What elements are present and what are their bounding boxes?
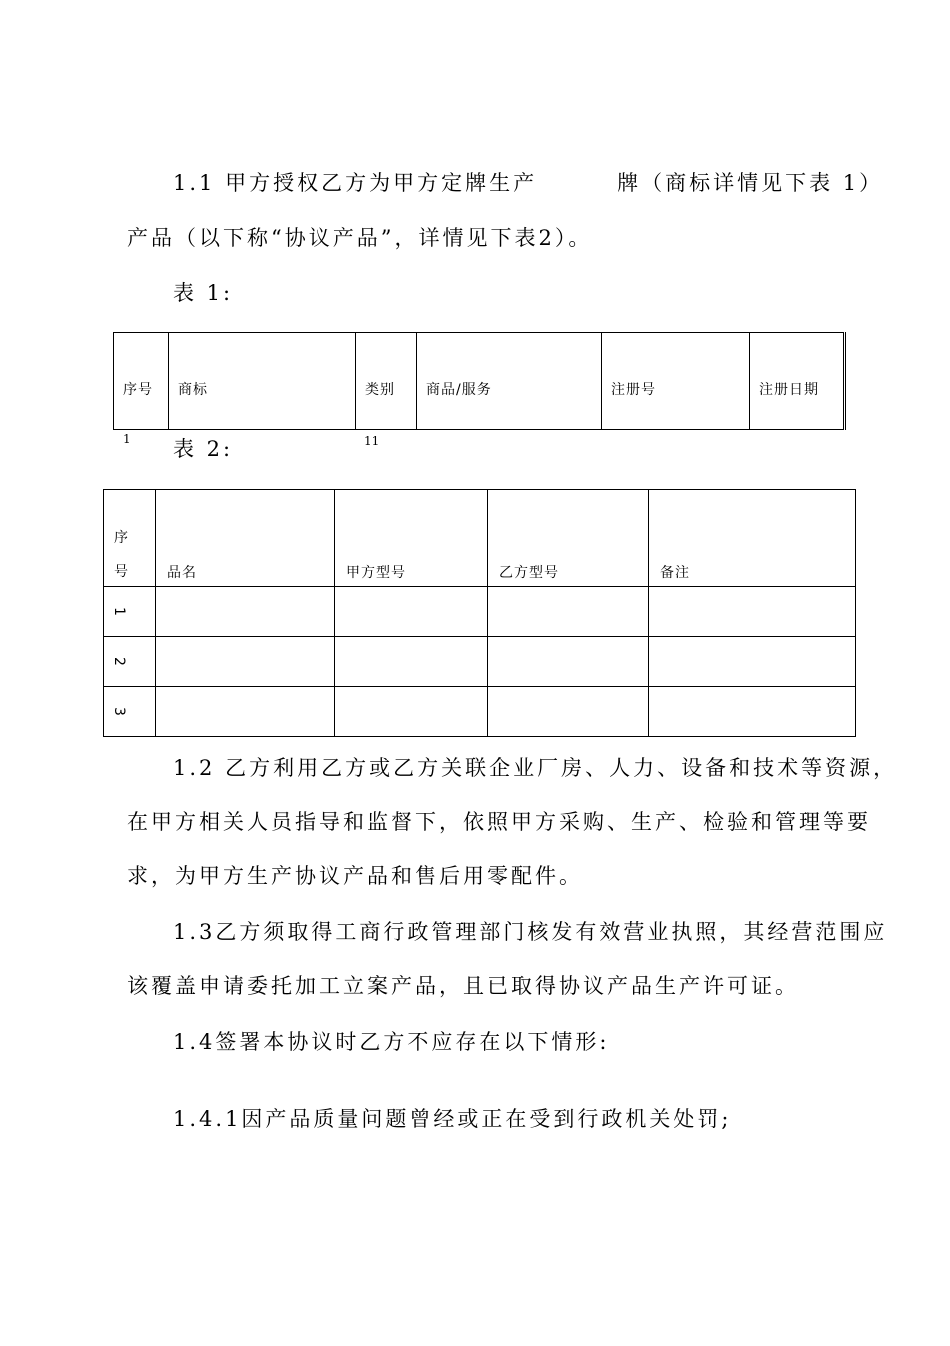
header-seq [104,490,156,587]
table-cell [156,587,335,637]
table-row [104,587,856,637]
header-party-a-model: 甲方型号 [335,490,488,587]
clause-1-2-line3: 求，为甲方生产协议产品和售后用零配件。 [127,864,583,888]
clause-1-2-line1: 1.2 乙方利用乙方或乙方关联企业厂房、人力、设备和技术等资源， [173,756,898,780]
table-cell [649,687,856,737]
header-trademark: 商标 [169,333,356,430]
clause-1-3-line1: 1.3乙方须取得工商行政管理部门核发有效营业执照，其经营范围应 [173,920,888,944]
table-cell [649,587,856,637]
header-product-name: 品名 [156,490,335,587]
header-reg-number: 注册号 [602,333,750,430]
row-seq: 3 [104,687,156,737]
header-party-b-model: 乙方型号 [488,490,649,587]
row-seq: 1 [104,587,156,637]
clause-1-3-line2: 该覆盖申请委托加工立案产品，且已取得协议产品生产许可证。 [127,974,799,998]
table-cell [156,687,335,737]
table-cell [335,637,488,687]
table-cell [156,637,335,687]
clause-1-1-line1 [173,171,883,195]
table-row [104,687,856,737]
table1-footnote-left: 1 [123,432,131,446]
clause-1-1-text-a: 1.1 甲方授权乙方为甲方定牌生产 [173,171,538,195]
table-cell [488,687,649,737]
table-cell [335,587,488,637]
table2-caption: 表 2: [173,437,234,461]
clause-1-1-line2: 产品（以下称“协议产品”，详情见下表2）。 [127,226,593,250]
clause-1-2-line2: 在甲方相关人员指导和监督下，依照甲方采购、生产、检验和管理等要 [127,810,871,834]
table-cell [649,637,856,687]
table1-caption: 表 1: [173,281,234,305]
header-seq: 序号 [114,333,169,430]
table1-footnote-mid: 11 [364,434,380,448]
table-header-row [114,333,845,430]
table-cell [488,637,649,687]
trademark-table [113,332,846,430]
product-table [103,489,856,737]
table-header-row [104,490,856,587]
header-reg-date: 注册日期 [750,333,845,430]
header-seq-a: 序 [114,530,129,546]
clause-1-4-1: 1.4.1因产品质量问题曾经或正在受到行政机关处罚; [173,1107,732,1131]
table-cell [335,687,488,737]
header-remarks: 备注 [649,490,856,587]
header-seq-b: 号 [114,564,129,580]
row-seq: 2 [104,637,156,687]
clause-1-4: 1.4签署本协议时乙方不应存在以下情形: [173,1030,610,1054]
header-category: 类别 [356,333,417,430]
clause-1-1-text-b: 牌（商标详情见下表 1） [617,171,884,195]
header-goods-services: 商品/服务 [417,333,602,430]
table-row [104,637,856,687]
table-cell [488,587,649,637]
